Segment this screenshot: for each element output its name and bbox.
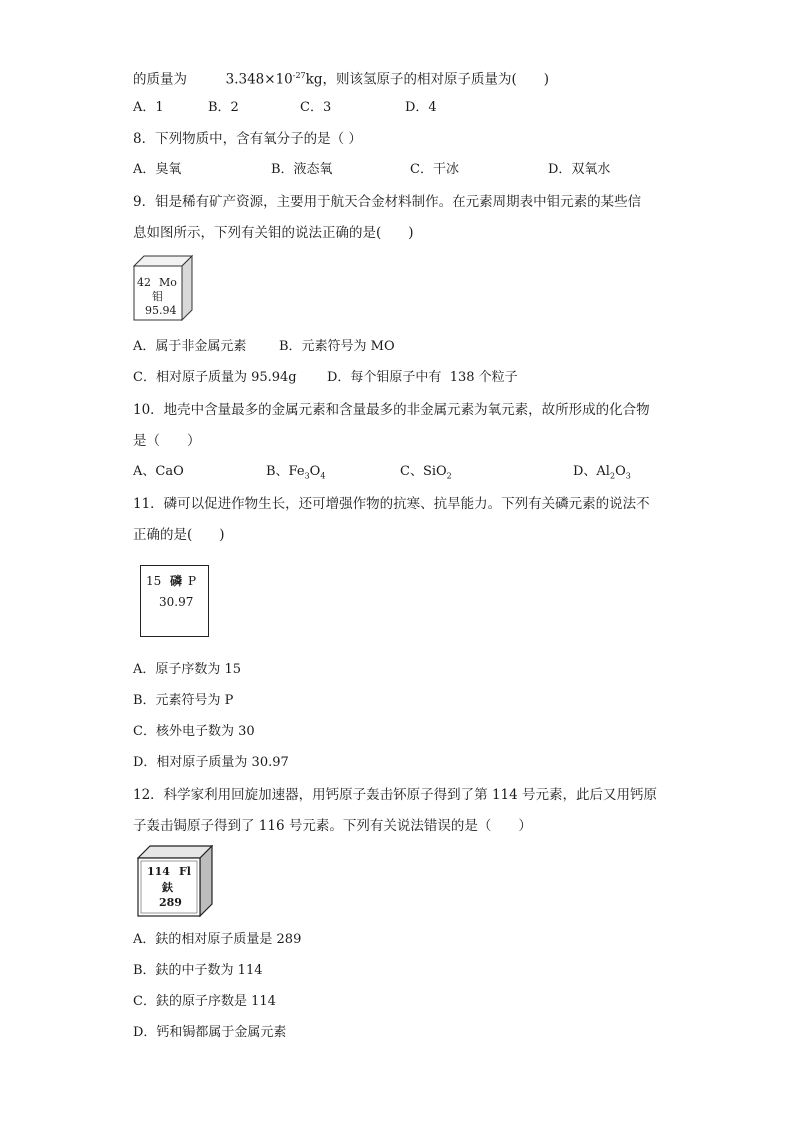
q7-option-a[interactable]: A．1 (133, 100, 164, 115)
q8-option-a[interactable]: A．臭氧 (133, 162, 182, 177)
tile-mass: 289 (159, 896, 182, 909)
tile-atomic-number: 15 (146, 574, 162, 588)
tile-name: 钼 (152, 290, 163, 303)
q11-stem-line-1: 11．磷可以促进作物生长，还可增强作物的抗寒、抗旱能力。下列有关磷元素的说法不 (133, 496, 650, 512)
q9-option-a[interactable]: A．属于非金属元素 (133, 339, 247, 354)
q7-suffix: kg，则该氢原子的相对原子质量为( ) (305, 71, 550, 88)
q12-option-d[interactable]: D．钙和锔都属于金属元素 (133, 1025, 287, 1040)
q9-option-b[interactable]: B．元素符号为 MO (279, 339, 395, 354)
tile-name: 磷 (170, 574, 183, 588)
q10-option-b[interactable]: B、$Fe_3O_4$ (266, 464, 326, 481)
tile-mass: 30.97 (159, 595, 194, 609)
tile-mass: 95.94 (145, 304, 177, 317)
q11-option-c[interactable]: C．核外电子数为 30 (133, 724, 255, 739)
q10-option-a[interactable]: A、CaO (133, 464, 184, 479)
q12-option-b[interactable]: B．鈇的中子数为 114 (133, 963, 263, 978)
q7-option-c[interactable]: C．3 (300, 100, 332, 115)
q10-stem-line-1: 10．地壳中含量最多的金属元素和含量最多的非金属元素为氧元素，故所形成的化合物 (133, 402, 650, 418)
q12-stem-line-2: 子轰击锔原子得到了 116 号元素。下列有关说法错误的是（ ） (133, 818, 532, 834)
phosphorus-element-tile (140, 565, 209, 637)
q9-option-d[interactable]: D．每个钼原子中有 138 个粒子 (327, 370, 518, 385)
q7-option-d[interactable]: D．4 (405, 100, 437, 115)
tile-symbol: Mo (159, 276, 177, 289)
q11-option-b[interactable]: B．元素符号为 P (133, 693, 234, 708)
tile-name: 鈇 (162, 881, 173, 894)
q12-option-a[interactable]: A．鈇的相对原子质量是 289 (133, 932, 302, 947)
q7-mass-exponent: -27 (292, 71, 306, 80)
q8-option-b[interactable]: B．液态氧 (271, 162, 333, 177)
q9-stem-line-1: 9．钼是稀有矿产资源，主要用于航天合金材料制作。在元素周期表中钼元素的某些信 (133, 194, 642, 210)
q10-option-c[interactable]: C、SiO$_2$ (400, 464, 452, 481)
molybdenum-element-tile (133, 255, 193, 321)
tile-symbol: Fl (179, 865, 191, 878)
q11-option-d[interactable]: D．相对原子质量为 30.97 (133, 755, 289, 770)
q10-stem-line-2: 是（ ） (133, 433, 201, 449)
q8-option-d[interactable]: D．双氧水 (548, 162, 611, 177)
tile-atomic-number: 114 (147, 865, 170, 878)
q10-option-d[interactable]: D、$Al_2O_3$ (573, 464, 631, 481)
q12-stem-line-1: 12．科学家利用回旋加速器，用钙原子轰击钚原子得到了第 114 号元素，此后又用钙原 (133, 787, 658, 803)
q7-mass: 3.348×10 (225, 71, 293, 88)
q11-stem-line-2: 正确的是( ) (133, 527, 225, 543)
q7-option-b[interactable]: B．2 (208, 100, 239, 115)
q8-stem: 8．下列物质中，含有氧分子的是（ ） (133, 131, 362, 147)
q7-prefix: 的质量为 (133, 71, 187, 88)
q7-stem-line (133, 67, 549, 89)
q9-option-c[interactable]: C．相对原子质量为 95.94g (133, 370, 297, 385)
q8-option-c[interactable]: C．干冰 (410, 162, 459, 177)
q12-option-c[interactable]: C．鈇的原子序数是 114 (133, 994, 276, 1009)
q9-stem-line-2: 息如图所示，下列有关钼的说法正确的是( ) (133, 225, 414, 241)
tile-symbol: P (188, 574, 197, 588)
q11-option-a[interactable]: A．原子序数为 15 (133, 662, 242, 677)
flerovium-element-tile (137, 845, 213, 917)
tile-atomic-number: 42 (137, 276, 151, 289)
